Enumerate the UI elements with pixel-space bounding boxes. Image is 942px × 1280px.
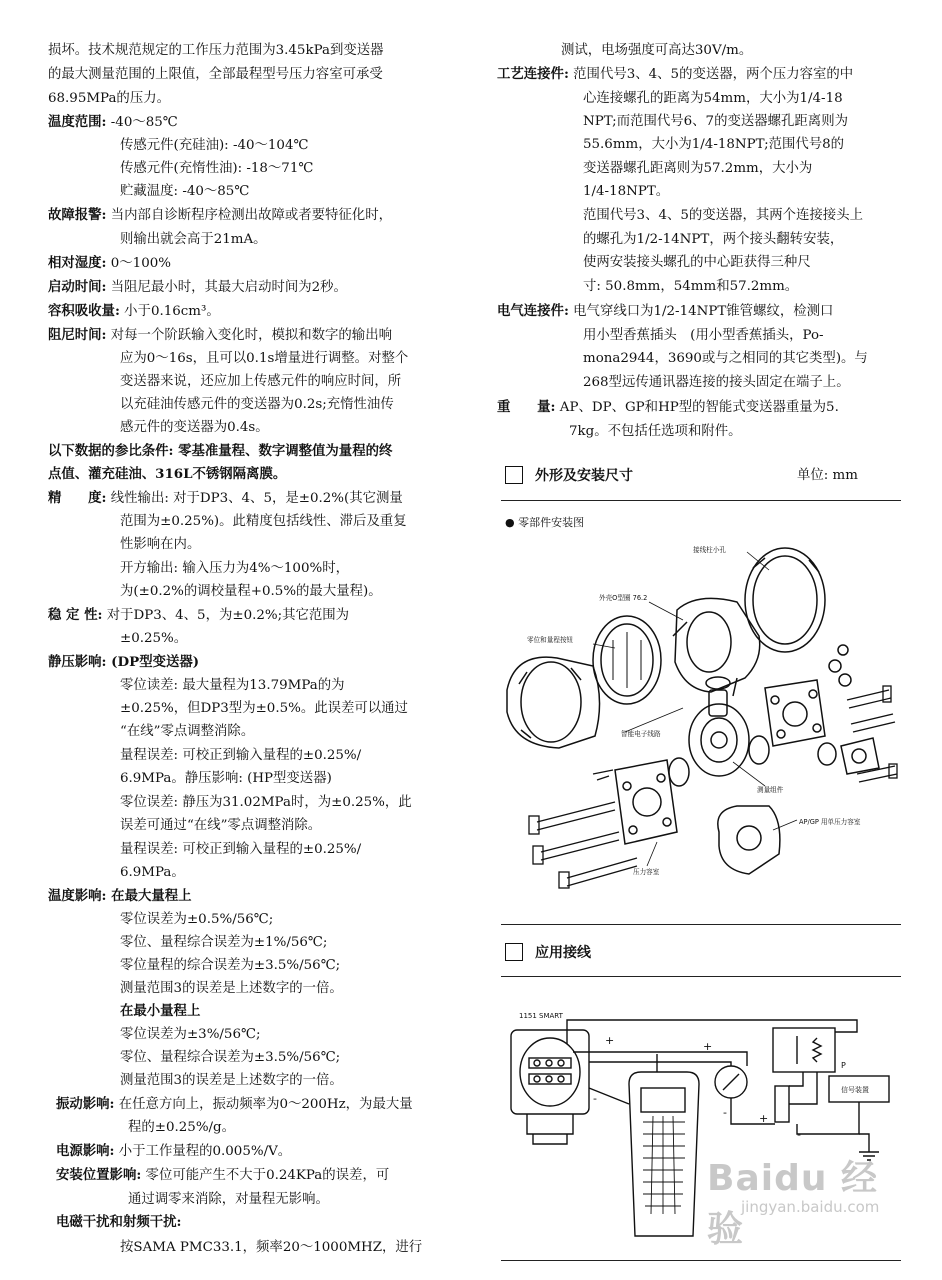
spec-power: 电源影响: 小于工作量程的0.005%/V。 bbox=[56, 1143, 292, 1159]
text-line: 则输出就会高于21mA。 bbox=[120, 232, 267, 247]
spec-process-connection: 工艺连接件: 范围代号3、4、5的变送器，两个压力容室的中 bbox=[497, 66, 854, 82]
text-line: 心连接螺孔的距离为54mm，大小为1/4-18 bbox=[583, 91, 843, 106]
label-plus: + bbox=[605, 1034, 615, 1047]
text-line: 6.9MPa。 bbox=[120, 865, 185, 880]
section-header-wiring bbox=[505, 942, 591, 962]
text-line: NPT;而范围代号6、7的变送器螺孔距离则为 bbox=[583, 114, 848, 129]
text-line: 损坏。技术规范规定的工作压力范围为3.45kPa到变送器 bbox=[48, 43, 384, 58]
label-plus: + bbox=[703, 1040, 713, 1053]
label-chamber: 压力容室 bbox=[633, 868, 660, 876]
text-line: 在最小量程上 bbox=[120, 1003, 201, 1019]
text-line: ±0.25%，但DP3型为±0.5%。此误差可以通过 bbox=[120, 701, 408, 716]
label-minus: - bbox=[797, 1128, 801, 1141]
text-line: 的最大测量范围的上限值，全部最程型号压力容室可承受 bbox=[48, 67, 383, 82]
label-sensor: 测量组件 bbox=[757, 786, 784, 794]
spec-damping: 阻尼时间: 对每一个阶跃输入变化时，模拟和数字的输出响 bbox=[48, 327, 392, 343]
spec-electrical-connection: 电气连接件: 电气穿线口为1/2-14NPT锥管螺纹，检测口 bbox=[497, 303, 834, 319]
text-line: 零位误差: 静压为31.02MPa时，为±0.25%，此 bbox=[120, 795, 412, 810]
text-line: 测试，电场强度可高达30V/m。 bbox=[561, 43, 753, 58]
checkbox-square bbox=[505, 943, 523, 961]
spec-startup: 启动时间: 当阻尼最小时，其最大启动时间为2秒。 bbox=[48, 279, 347, 295]
section-header-dimensions bbox=[505, 465, 633, 485]
spec-volume: 容积吸收量: 小于0.16cm³。 bbox=[48, 303, 220, 319]
power-supply-box bbox=[773, 1028, 835, 1072]
text-line: 零位读差: 最大量程为13.79MPa的为 bbox=[120, 678, 345, 693]
text-line: 点值、灌充硅油、316L不锈钢隔离膜。 bbox=[48, 466, 287, 482]
text-line: 55.6mm，大小为1/4-18NPT;范围代号8的 bbox=[583, 137, 845, 152]
text-line: 感元件的变送器为0.4s。 bbox=[120, 420, 269, 435]
divider bbox=[501, 500, 901, 501]
text-line: mona2944，3690或与之相同的其它类型)。与 bbox=[583, 351, 868, 366]
spec-vibration: 振动影响: 在任意方向上，振动频率为0～200Hz，为最大量 bbox=[56, 1096, 413, 1112]
transmitter-housing bbox=[511, 1030, 589, 1114]
text-line: 零位量程的综合误差为±3.5%/56℃; bbox=[120, 958, 341, 973]
checkbox-square bbox=[505, 466, 523, 484]
divider bbox=[501, 976, 901, 977]
text-line: 按SAMA PMC33.1，频率20～1000MHZ，进行 bbox=[120, 1240, 423, 1255]
label-plus: + bbox=[759, 1112, 769, 1125]
text-line: 程的±0.25%/g。 bbox=[128, 1120, 236, 1135]
label-flange: AP/GP 用单压力容室 bbox=[799, 818, 861, 826]
spec-humidity: 相对湿度: 0～100% bbox=[48, 255, 171, 271]
label-electronics: 智能电子线路 bbox=[621, 730, 661, 738]
text-line: 开方输出: 输入压力为4%～100%时， bbox=[120, 561, 349, 576]
watermark-url: jingyan.baidu.com bbox=[741, 1198, 880, 1216]
sensor-module bbox=[689, 704, 749, 776]
text-line: 的螺孔为1/2-14NPT，两个接头翻转安装， bbox=[583, 232, 844, 247]
spec-temperature-effect: 温度影响: 在最大量程上 bbox=[48, 888, 192, 904]
text-line: 测量范围3的误差是上述数字的一倍。 bbox=[120, 981, 343, 996]
text-line: 传感元件(充惰性油): -18～71℃ bbox=[120, 161, 314, 176]
text-line: 变送器来说，还应加上传感元件的响应时间，所 bbox=[120, 374, 402, 389]
watermark-logo: Baidu 经验 bbox=[707, 1158, 879, 1250]
text-line: “在线”零点调整消除。 bbox=[120, 724, 255, 739]
spec-alarm: 故障报警: 当内部自诊断程序检测出故障或者要特征化时， bbox=[48, 207, 392, 223]
text-line: 范围为±0.25%)。此精度包括线性、滞后及重复 bbox=[120, 514, 407, 529]
section-title: 外形及安装尺寸 bbox=[535, 468, 633, 484]
text-line: ±0.25%。 bbox=[120, 631, 188, 646]
single-chamber bbox=[718, 806, 780, 874]
unit-label: 单位: mm bbox=[797, 468, 858, 483]
label-minus: - bbox=[723, 1106, 727, 1119]
spec-weight: 重 量: AP、DP、GP和HP型的智能式变送器重量为5. bbox=[497, 399, 839, 415]
spec-mounting: 安装位置影响: 零位可能产生不大于0.24KPa的误差，可 bbox=[56, 1167, 390, 1183]
spec-stability: 稳 定 性: 对于DP3、4、5，为±0.2%;其它范围为 bbox=[48, 607, 350, 623]
label-minus: - bbox=[593, 1092, 597, 1105]
spec-temperature: 温度范围: -40～85℃ bbox=[48, 114, 178, 130]
reference-conditions: 以下数据的参比条件: 零基准量程、数字调整值为量程的终 bbox=[48, 443, 393, 459]
text-line: 零位误差为±3%/56℃; bbox=[120, 1027, 261, 1042]
diagram-subtitle: ● 零部件安装图 bbox=[505, 516, 585, 529]
text-line: 7kg。不包括任选项和附件。 bbox=[569, 424, 742, 439]
spec-static-pressure: 静压影响: (DP型变送器) bbox=[48, 654, 200, 670]
text-line: 性影响在内。 bbox=[120, 537, 201, 552]
text-line: 误差可通过“在线”零点调整消除。 bbox=[120, 818, 322, 833]
text-line: 零位误差为±0.5%/56℃; bbox=[120, 912, 274, 927]
exploded-parts-diagram bbox=[497, 540, 902, 892]
text-line: 范围代号3、4、5的变送器，其两个连接接头上 bbox=[583, 208, 863, 223]
text-line: 为(±0.2%的调校量程+0.5%的最大量程)。 bbox=[120, 584, 382, 599]
text-line: 量程误差: 可校正到输入量程的±0.25%/ bbox=[120, 842, 362, 857]
text-line: 6.9MPa。静压影响: (HP型变送器) bbox=[120, 771, 332, 786]
label-p: P bbox=[841, 1061, 846, 1070]
text-line: 使两安装接头螺孔的中心距获得三种尺 bbox=[583, 255, 811, 270]
text-line: 用小型香蕉插头 (用小型香蕉插头，Po- bbox=[583, 328, 824, 343]
text-line: 变送器螺孔距离则为57.2mm，大小为 bbox=[583, 161, 813, 176]
label-seal-ring: 外壳O型圈 76.2 bbox=[599, 594, 648, 602]
text-line: 零位、量程综合误差为±1%/56℃; bbox=[120, 935, 328, 950]
left-flange bbox=[615, 760, 677, 844]
label-signal-device: 信号装置 bbox=[841, 1086, 869, 1094]
handheld-communicator bbox=[629, 1072, 699, 1236]
text-line: 68.95MPa的压力。 bbox=[48, 91, 170, 106]
divider bbox=[501, 924, 901, 925]
text-line: 1/4-18NPT。 bbox=[583, 184, 670, 199]
text-line: 寸: 50.8mm，54mm和57.2mm。 bbox=[583, 279, 799, 294]
text-line: 测量范围3的误差是上述数字的一倍。 bbox=[120, 1073, 343, 1088]
text-line: 268型远传通讯器连接的接头固定在端子上。 bbox=[583, 375, 850, 390]
text-line: 应为0～16s，且可以0.1s增量进行调整。对整个 bbox=[120, 351, 409, 366]
text-line: 贮藏温度: -40～85℃ bbox=[120, 184, 250, 199]
text-line: 传感元件(充硅油): -40～104℃ bbox=[120, 138, 309, 153]
text-line: 以充硅油传感元件的变送器为0.2s;充惰性油传 bbox=[120, 397, 394, 412]
label-model: 1151 SMART bbox=[519, 1012, 563, 1020]
text-line: 量程误差: 可校正到输入量程的±0.25%/ bbox=[120, 748, 362, 763]
right-flange bbox=[765, 680, 825, 746]
spec-emi: 电磁干扰和射频干扰: bbox=[56, 1214, 182, 1230]
spec-accuracy: 精 度: 线性输出: 对于DP3、4、5，是±0.2%(其它测量 bbox=[48, 490, 403, 506]
divider bbox=[501, 1260, 901, 1261]
label-zero-span: 零位和量程按钮 bbox=[527, 636, 574, 644]
text-line: 零位、量程综合误差为±3.5%/56℃; bbox=[120, 1050, 341, 1065]
section-title: 应用接线 bbox=[535, 945, 591, 961]
label-terminal-screw: 接线柱小孔 bbox=[693, 546, 726, 554]
text-line: 通过调零来消除，对量程无影响。 bbox=[128, 1192, 329, 1207]
rear-cover bbox=[745, 548, 825, 652]
